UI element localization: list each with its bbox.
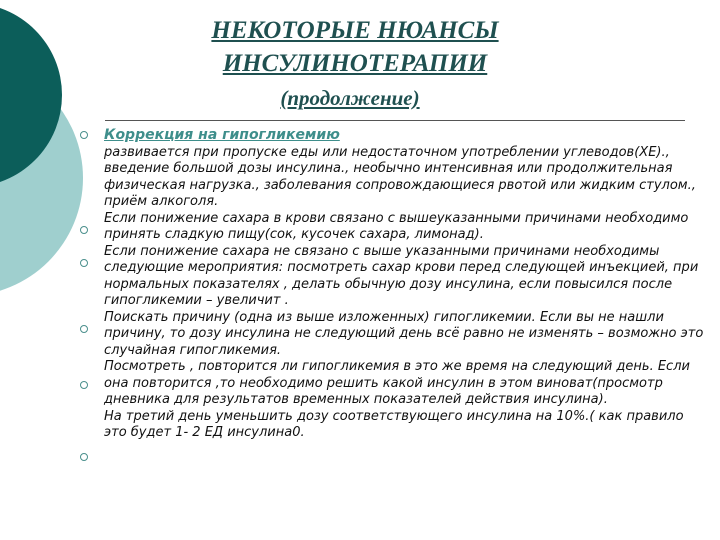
- list-item: Если понижение сахара не связано с выше указанными причинами необходимы следующие мероприятия: посмотреть сахар крови перед следующей инъекцией, при нормальных показателях , делать обычную дозу инсулина, если повысился после гипогликемии – увеличит .: [104, 243, 699, 308]
- bullet-icon: [80, 131, 88, 139]
- bullet-icon: [80, 381, 88, 389]
- section-heading: Коррекция на гипогликемию: [104, 127, 340, 143]
- slide-subtitle: (продолжение): [280, 86, 420, 110]
- list-item: Посмотреть , повторится ли гипогликемия в это же время на следующий день. Если она повторится ,то необходимо решить какой инсулин в этом виноват(просмотр дневника для результатов временных показателей действия инсулина).: [104, 359, 690, 407]
- slide-title-line-2: ИНСУЛИНОТЕРАПИИ: [222, 50, 488, 77]
- title-divider: [105, 120, 685, 121]
- bullet-icon: [80, 453, 88, 461]
- bullet-list: [104, 127, 704, 442]
- list-item: [104, 127, 704, 145]
- list-item: Если понижение сахара в крови связано с вышеуказанными причинами необходимо принять сладкую пищу(сок, кусочек сахара, лимонад).: [104, 210, 689, 242]
- decorative-circles: [0, 0, 110, 300]
- list-item-text: развивается при пропуске еды или недостаточном употреблении углеводов(ХЕ)., введение большой дозы инсулина., необычно интенсивная или продолжительная физическая нагрузка., заболевания сопровождающиеся рвотой или жидким стулом., приём алкоголя.: [104, 144, 696, 209]
- list-item: На третий день уменьшить дозу соответствующего инсулина на 10%.( как правило это будет 1- 2 ЕД инсулина0.: [104, 408, 684, 440]
- list-item: Поискать причину (одна из выше изложенных) гипогликемии. Если вы не нашли причину, то дозу инсулина не следующий день всё равно не изменять – возможно это случайная гипогликемия.: [104, 309, 704, 358]
- slide-title-line-1: НЕКОТОРЫЕ НЮАНСЫ: [211, 17, 499, 44]
- bullet-icon: [80, 325, 88, 333]
- bullet-icon: [80, 226, 88, 234]
- bullet-icon: [80, 259, 88, 267]
